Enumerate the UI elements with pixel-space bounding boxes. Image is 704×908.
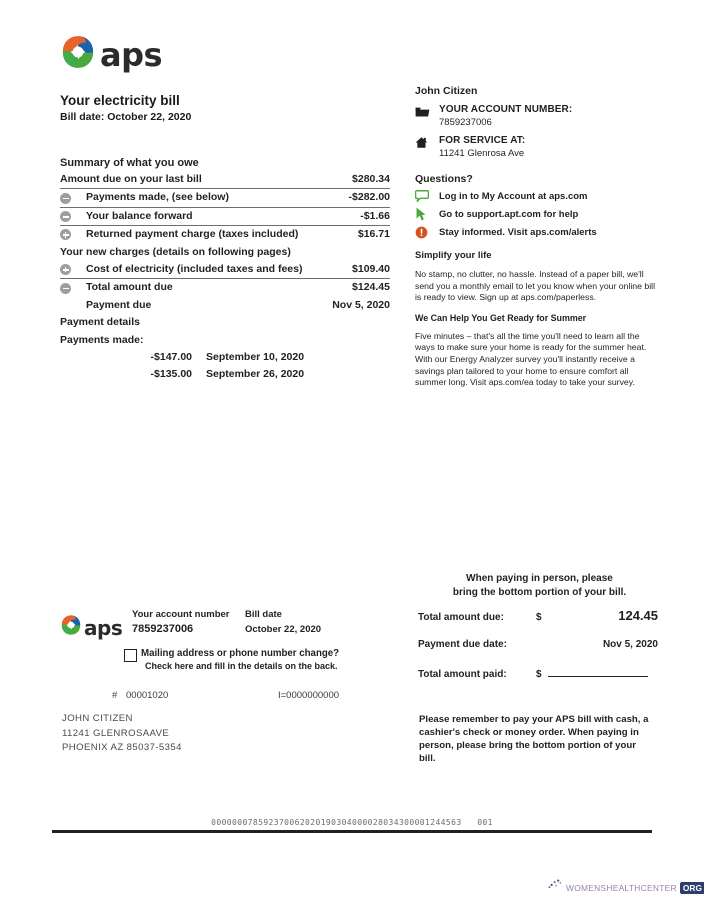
watermark-badge: ORG (680, 882, 704, 894)
question-item-alerts[interactable] (415, 226, 660, 239)
simplify-body: No stamp, no clutter, no hassle. Instead of a paper bill, we'll send you a monthly email to let you know when your online bill is ready to view. Sign up at aps.com/paperless. (415, 269, 656, 303)
service-address-value: 11241 Glenrosa Ave (439, 148, 525, 159)
account-number-label: YOUR ACCOUNT NUMBER: (439, 104, 573, 115)
stub-bill-date-value: October 22, 2020 (245, 624, 322, 635)
question-item-label: Go to support.apt.com for help (439, 208, 579, 220)
mailing-address (62, 712, 182, 756)
payment-entry-date: September 26, 2020 (206, 368, 305, 381)
stub-reference-numbers (60, 690, 400, 701)
summary-section (60, 156, 390, 384)
question-item-my-account[interactable] (415, 190, 660, 202)
question-item-label: Log in to My Account at aps.com (439, 190, 588, 202)
summary-row-label: Amount due on your last bill (60, 173, 202, 185)
ocr-scanline-area (52, 818, 652, 833)
mailing-address-line3: PHOENIX AZ 85037-5354 (62, 742, 182, 754)
aps-pinwheel-icon (60, 614, 82, 641)
payment-details-heading: Payment details (60, 316, 140, 329)
aps-logo (60, 34, 191, 75)
ocr-scanline: 000000078592370062020190304000028034300001244563 001 (211, 818, 493, 827)
stub-intro-line2: bring the bottom portion of your bill. (452, 587, 627, 598)
stub-total-paid-label: Total amount paid: (418, 669, 507, 680)
address-change-row[interactable] (60, 648, 400, 672)
address-change-sublabel: Check here and fill in the details on the back. (145, 661, 338, 671)
summary-row-amount: $109.40 (352, 262, 390, 275)
account-info-column (415, 85, 660, 389)
summary-heading: Summary of what you owe (60, 157, 199, 169)
account-number-value: 7859237006 (439, 117, 492, 128)
payment-due-date: Nov 5, 2020 (332, 298, 390, 311)
plus-badge-icon (60, 264, 86, 275)
payment-entry (60, 366, 390, 383)
summary-row-label: Cost of electricity (included taxes and fees) (86, 262, 303, 275)
payment-entry-amount: -$135.00 (150, 368, 192, 381)
new-charges-heading-row (60, 244, 390, 261)
stub-due-date-row (418, 639, 658, 650)
payment-stub-left (60, 608, 400, 701)
alert-info-icon (415, 226, 439, 239)
summary-row-amount: -$1.66 (360, 209, 390, 222)
mailing-address-line1: JOHN CITIZEN (62, 713, 133, 724)
minus-badge-icon (60, 211, 86, 222)
speech-bubble-icon (415, 190, 439, 202)
summary-row-payment-due (60, 297, 390, 314)
summary-row-label: Returned payment charge (taxes included) (86, 228, 299, 241)
summary-row (60, 207, 390, 225)
watermark-dots-icon (548, 878, 564, 897)
total-amount: $124.45 (352, 281, 390, 294)
questions-heading: Questions? (415, 173, 473, 185)
customer-name: John Citizen (415, 85, 478, 97)
watermark (548, 878, 704, 897)
question-item-label: Stay informed. Visit aps.com/alerts (439, 227, 597, 238)
question-item-support[interactable] (415, 207, 660, 221)
address-change-label: Mailing address or phone number change? (141, 648, 340, 659)
stub-account-field (132, 608, 245, 636)
stub-number-2: I=0000000000 (278, 690, 340, 701)
summary-row (60, 261, 390, 278)
stub-total-due-currency: $ (536, 612, 542, 623)
mailing-address-line2: 11241 GLENROSAAVE (62, 727, 170, 739)
summary-row-amount: $280.34 (352, 173, 390, 185)
stub-total-paid-row[interactable] (418, 666, 658, 680)
summary-row (60, 225, 390, 243)
summary-row-label: Your balance forward (86, 209, 193, 222)
summary-row-amount: -$282.00 (348, 191, 390, 204)
folder-icon (415, 104, 439, 123)
hash-symbol: # (112, 690, 118, 701)
stub-number-1: 00001020 (126, 690, 169, 701)
aps-logo-stub (60, 608, 132, 641)
payment-entry-date: September 10, 2020 (206, 350, 305, 363)
stub-account-value: 7859237006 (132, 623, 194, 635)
watermark-text: WOMENSHEALTHCENTER (566, 882, 677, 893)
stub-total-due-row (418, 608, 658, 623)
stub-intro-line1: When paying in person, please (466, 573, 613, 584)
aps-pinwheel-icon (60, 34, 96, 75)
summary-row-amount: $16.71 (357, 228, 390, 241)
stub-bill-date-field (245, 608, 321, 636)
summer-heading: We Can Help You Get Ready for Summer (415, 312, 587, 323)
bill-header (60, 34, 191, 123)
stub-total-paid-input[interactable] (548, 666, 648, 677)
ocr-rule (52, 830, 652, 833)
stub-intro (412, 572, 667, 600)
payment-entry-amount: -$147.00 (150, 350, 192, 363)
new-charges-label: Your new charges (details on following pages) (60, 245, 291, 258)
total-label: Total amount due (86, 281, 173, 294)
summer-body: Five minutes – that's all the time you'll need to learn all the ways to make sure your home is ready for the summer heat. With our Energy Analyzer survey you'll instantly receive a savings plan tailored to your home to ensure comfort all summer long. Visit aps.com/ea today to take your survey. (415, 330, 647, 388)
stub-total-due-label: Total amount due: (418, 612, 504, 623)
summary-row-last-bill (60, 171, 390, 188)
stub-bill-date-label: Bill date (245, 609, 282, 620)
stub-due-date-label: Payment due date: (418, 639, 507, 650)
account-number-row (415, 104, 660, 128)
stub-due-date-value: Nov 5, 2020 (602, 639, 658, 650)
stub-total-due-value: 124.45 (618, 608, 658, 623)
address-change-checkbox[interactable] (124, 649, 137, 662)
payment-stub-right (418, 608, 658, 696)
aps-wordmark: aps (100, 35, 163, 74)
stub-total-paid-currency: $ (536, 669, 542, 680)
payments-made-heading: Payments made: (60, 333, 144, 346)
summary-row (60, 188, 390, 206)
summary-row-total (60, 278, 390, 296)
service-at-label: FOR SERVICE AT: (439, 135, 526, 146)
service-address-row (415, 135, 660, 159)
minus-badge-icon (60, 193, 86, 204)
stub-payment-note: Please remember to pay your APS bill with cash, a cashier's check or money order. When paying in person, please bring the bottom portion of your bill. (419, 714, 649, 765)
house-icon (415, 135, 439, 154)
payment-due-label: Payment due (86, 298, 152, 311)
minus-badge-icon (60, 283, 86, 294)
simplify-heading: Simplify your life (415, 250, 492, 261)
payment-entry (60, 349, 390, 366)
page-title: Your electricity bill (60, 93, 180, 108)
aps-wordmark: aps (84, 615, 123, 640)
cursor-arrow-icon (415, 207, 439, 221)
plus-badge-icon (60, 229, 86, 240)
bill-date: Bill date: October 22, 2020 (60, 111, 192, 123)
stub-account-label: Your account number (132, 609, 230, 620)
summary-row-label: Payments made, (see below) (86, 191, 229, 204)
